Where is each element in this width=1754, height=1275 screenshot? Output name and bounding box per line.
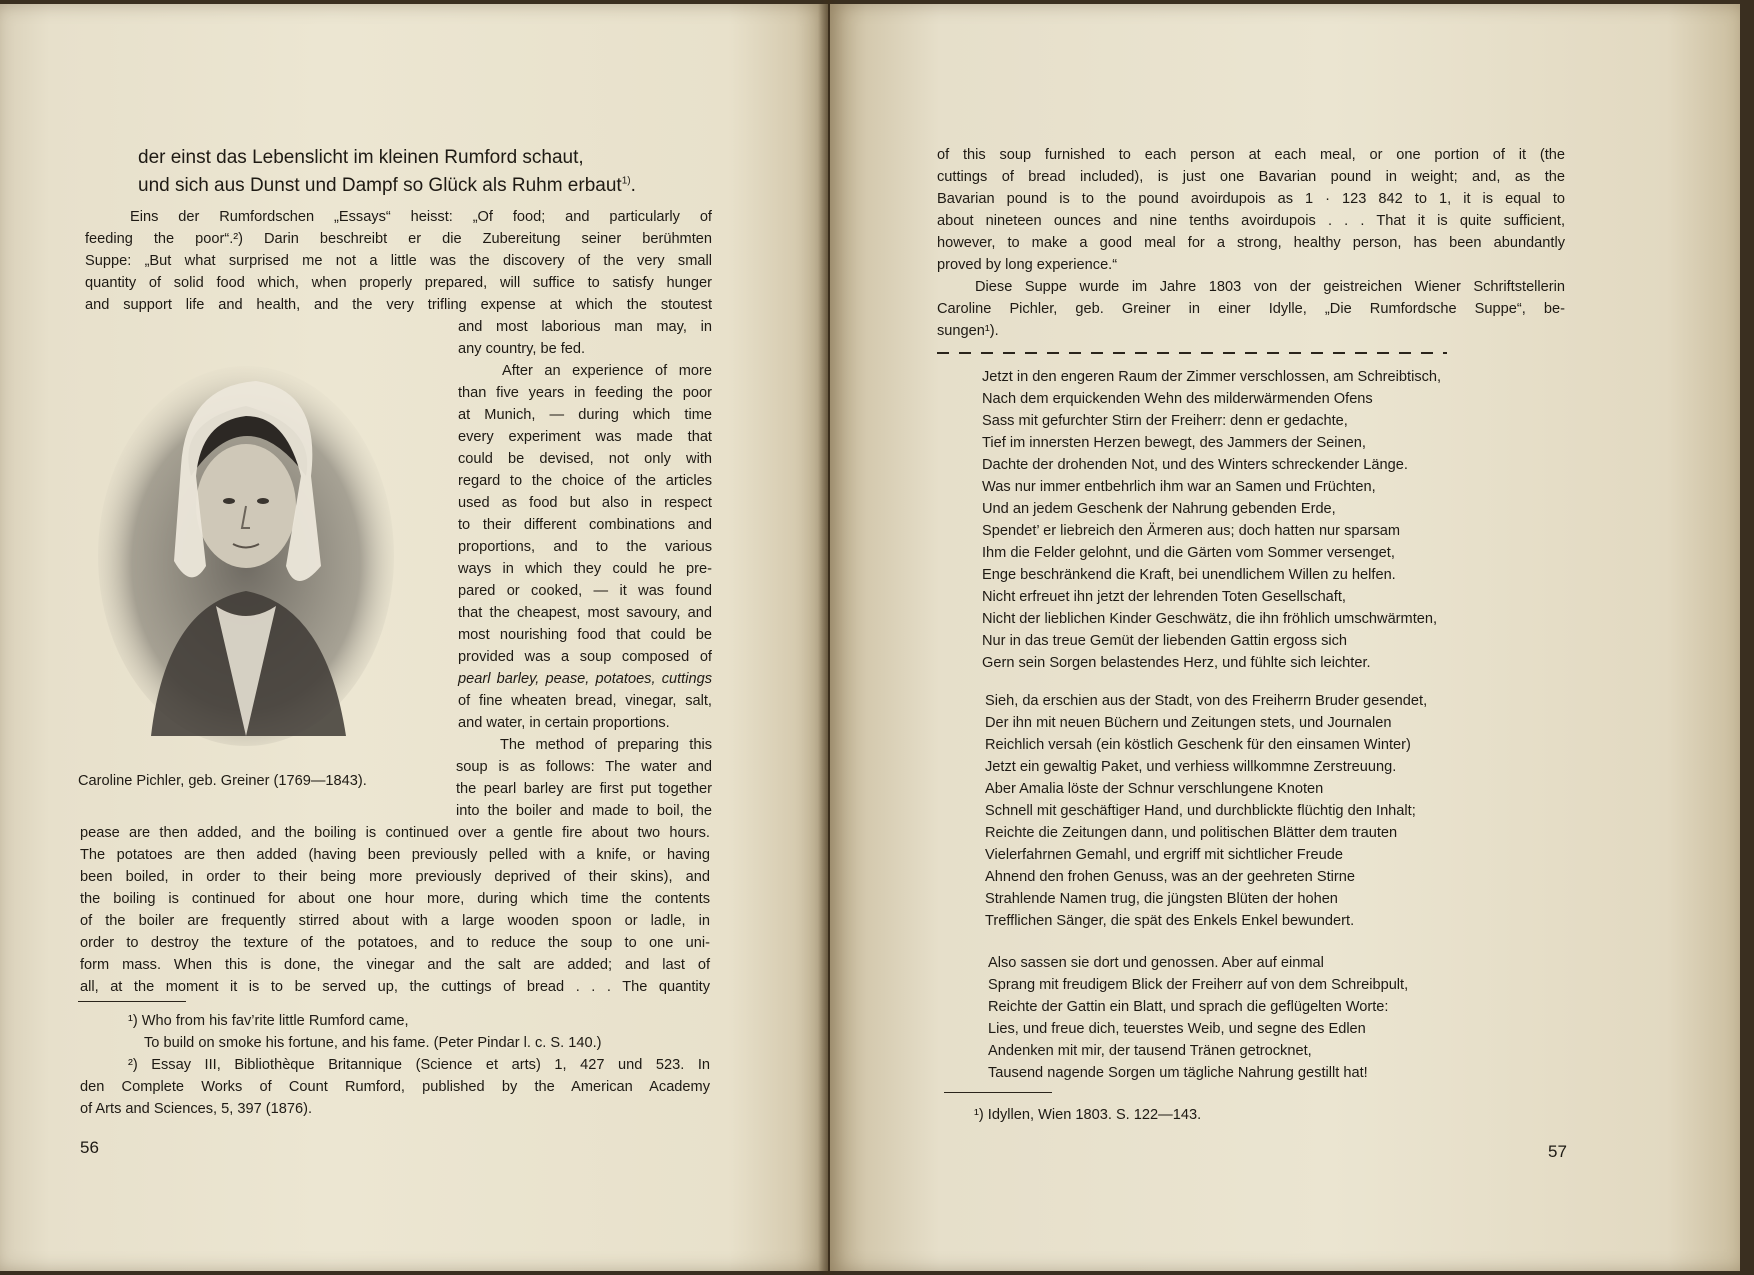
portrait-engraving — [96, 356, 396, 746]
body-line: Caroline Pichler, geb. Greiner in einer Idylle, „Die Rumfordsche Suppe“, be- — [937, 301, 1565, 317]
body-line: than five years in feeding the poor — [458, 385, 712, 401]
poem-line: Der ihn mit neuen Büchern und Zeitungen stets, und Journalen — [985, 715, 1392, 731]
body-line: quantity of solid food which, when properly prepared, will suffice to satisfy hunger — [85, 275, 712, 291]
body-line: regard to the choice of the articles — [458, 473, 712, 489]
poem-line: Jetzt in den engeren Raum der Zimmer verschlossen, am Schreibtisch, — [982, 369, 1442, 385]
poem-line: Nur in das treue Gemüt der liebenden Gattin ergoss sich — [982, 633, 1348, 649]
poem-line: Dachte der drohenden Not, und des Winters schreckender Länge. — [982, 457, 1408, 473]
poem-line: Reichte die Zeitungen dann, und politischen Blätter dem trauten — [985, 825, 1398, 841]
body-line: and support life and health, and the very trifling expense at which the stoutest — [85, 297, 712, 313]
poem-line: Lies, und freue dich, teuerstes Weib, und segne des Edlen — [988, 1021, 1366, 1037]
poem-line: Gern sein Sorgen belastendes Herz, und fühlte sich leichter. — [982, 655, 1371, 671]
body-line: pearl barley, pease, potatoes, cuttings — [458, 671, 712, 687]
poem-line: Andenken mit mir, der tausend Tränen getrocknet, — [988, 1043, 1312, 1059]
right-page — [830, 4, 1740, 1271]
body-line: all, at the moment it is to be served up, the cuttings of bread . . . The quantity — [80, 979, 710, 995]
poem-line: Aber Amalia löste der Schnur verschlungene Knoten — [985, 781, 1324, 797]
dashed-separator — [937, 352, 1447, 354]
poem-line: Trefflichen Sänger, die spät des Enkels Enkel bewundert. — [985, 913, 1355, 929]
body-line: every experiment was made that — [458, 429, 712, 445]
footnote-line: of Arts and Sciences, 5, 397 (1876). — [80, 1101, 313, 1117]
page-number: 56 — [80, 1138, 99, 1157]
body-line: been boiled, in order to their being more previously deprived of their skins), and — [80, 869, 710, 885]
body-line: pared or cooked, — it was found — [458, 583, 712, 599]
body-line: that the cheapest, most savoury, and — [458, 605, 712, 621]
poem-line: Strahlende Namen trug, die jüngsten Blüten der hohen — [985, 891, 1338, 907]
body-line: to their different combinations and — [458, 517, 712, 533]
poem-line: Nach dem erquickenden Wehn des milderwärmenden Ofens — [982, 391, 1373, 407]
body-line: most nourishing food that could be — [458, 627, 712, 643]
body-line: The method of preparing this — [500, 737, 712, 753]
body-line: proved by long experience.“ — [937, 257, 1118, 273]
body-line: and water, in certain proportions. — [458, 715, 670, 731]
poem-line: Nicht der lieblichen Kinder Geschwätz, die ihn fröhlich umschwärmten, — [982, 611, 1438, 627]
footnote-line: den Complete Works of Count Rumford, published by the American Academy — [80, 1079, 710, 1095]
body-line: form mass. When this is done, the vinegar and the salt are added; and last of — [80, 957, 710, 973]
left-page — [0, 4, 828, 1271]
poem-line: Tausend nagende Sorgen um tägliche Nahrung gestillt hat! — [988, 1065, 1368, 1081]
body-line: ways in which they could he pre- — [458, 561, 712, 577]
body-line: into the boiler and made to boil, the — [456, 803, 712, 819]
epigraph-verse: der einst das Lebenslicht im kleinen Rumford schaut, und sich aus Dunst und Dampf so Glück als Ruhm erbaut$^{1)}$. — [138, 144, 636, 200]
footnote-divider — [944, 1092, 1052, 1093]
footnote-divider — [78, 1001, 186, 1002]
body-line: Bavarian pound is to the pound avoirdupois as 1 · 123 842 to 1, it is equal to — [937, 191, 1565, 207]
body-line: of fine wheaten bread, vinegar, salt, — [458, 693, 712, 709]
poem-line: Sprang mit freudigem Blick der Freiherr auf von dem Schreibpult, — [988, 977, 1409, 993]
footnote-line: ¹) Who from his fav’rite little Rumford came, — [128, 1013, 409, 1029]
poem-line: Enge beschränkend die Kraft, bei unendlichem Willen zu helfen. — [982, 567, 1396, 583]
body-line: of this soup furnished to each person at each meal, or one portion of it (the — [937, 147, 1565, 163]
poem-line: Schnell mit geschäftiger Hand, und durchblickte flüchtig den Inhalt; — [985, 803, 1416, 819]
poem-line: Nicht erfreuet ihn jetzt der lehrenden Toten Gesellschaft, — [982, 589, 1346, 605]
poem-line: Sieh, da erschien aus der Stadt, von des Freiherrn Bruder gesendet, — [985, 693, 1428, 709]
footnote-line: To build on smoke his fortune, and his fame. (Peter Pindar l. c. S. 140.) — [144, 1035, 602, 1051]
body-line: soup is as follows: The water and — [456, 759, 712, 775]
body-line: at Munich, — during which time — [458, 407, 712, 423]
body-line: could be devised, not only with — [458, 451, 712, 467]
body-line: of the boiler are frequently stirred about with a large wooden spoon or ladle, in — [80, 913, 710, 929]
epigraph-line-1: der einst das Lebenslicht im kleinen Rumford schaut, — [138, 147, 584, 168]
poem-line: Tief im innersten Herzen bewegt, des Jammers der Seinen, — [982, 435, 1366, 451]
body-line: the pearl barley are first put together — [456, 781, 712, 797]
poem-line: Also sassen sie dort und genossen. Aber auf einmal — [988, 955, 1324, 971]
body-line: The potatoes are then added (having been previously pelled with a knife, or having — [80, 847, 710, 863]
footnote-line: ²) Essay III, Bibliothèque Britannique (Science et arts) 1, 427 und 523. In — [128, 1057, 710, 1073]
body-line: however, to make a good meal for a strong, healthy person, has been abundantly — [937, 235, 1565, 251]
poem-line: Vielerfahrnen Gemahl, und ergriff mit sichtlicher Freude — [985, 847, 1343, 863]
epigraph-line-2: und sich aus Dunst und Dampf so Glück als Ruhm erbaut — [138, 175, 622, 196]
body-line: provided was a soup composed of — [458, 649, 712, 665]
body-line: order to destroy the texture of the potatoes, and to reduce the soup to one uni- — [80, 935, 710, 951]
epigraph-footnote-mark: 1) — [621, 175, 631, 187]
body-line: about nineteen ounces and nine tenths avoirdupois . . . That it is quite sufficient, — [937, 213, 1565, 229]
body-line: Diese Suppe wurde im Jahre 1803 von der geistreichen Wiener Schriftstellerin — [975, 279, 1565, 295]
portrait-caption: Caroline Pichler, geb. Greiner (1769—1843). — [78, 773, 367, 789]
body-line: Suppe: „But what surprised me not a little was the discovery of the very small — [85, 253, 712, 269]
body-line: cuttings of bread included), is just one Bavarian pound in weight; and, as the — [937, 169, 1565, 185]
poem-line: Was nur immer entbehrlich ihm war an Samen und Früchten, — [982, 479, 1376, 495]
poem-line: Spendet’ er liebreich den Ärmeren aus; doch hatten nur sparsam — [982, 523, 1401, 539]
poem-line: Sass mit gefurchter Stirn der Freiherr: denn er gedachte, — [982, 413, 1348, 429]
poem-line: Jetzt ein gewaltig Paket, und verhiess willkommne Zerstreuung. — [985, 759, 1397, 775]
body-line: the boiling is continued for about one hour more, during which time the contents — [80, 891, 710, 907]
poem-line: Reichlich versah (ein köstlich Geschenk für den einsamen Winter) — [985, 737, 1411, 753]
body-line: Eins der Rumfordschen „Essays“ heisst: „Of food; and particularly of — [130, 209, 712, 225]
poem-line: Ihm die Felder gelohnt, und die Gärten vom Sommer versenget, — [982, 545, 1395, 561]
body-line: proportions, and to the various — [458, 539, 712, 555]
poem-line: Reichte der Gattin ein Blatt, und sprach die geflügelten Worte: — [988, 999, 1389, 1015]
body-line: pease are then added, and the boiling is continued over a gentle fire about two hours. — [80, 825, 710, 841]
body-line: used as food but also in respect — [458, 495, 712, 511]
page-number: 57 — [1548, 1142, 1567, 1161]
poem-line: Und an jedem Geschenk der Nahrung gebenden Erde, — [982, 501, 1336, 517]
body-line: and most laborious man may, in — [458, 319, 712, 335]
body-line: After an experience of more — [502, 363, 712, 379]
body-line: any country, be fed. — [458, 341, 586, 357]
body-line: feeding the poor“.²) Darin beschreibt er die Zubereitung seiner berühmten — [85, 231, 712, 247]
body-line: sungen¹). — [937, 323, 999, 339]
footnote-line: ¹) Idyllen, Wien 1803. S. 122—143. — [974, 1107, 1202, 1123]
poem-line: Ahnend den frohen Genuss, was an der geehreten Stirne — [985, 869, 1355, 885]
